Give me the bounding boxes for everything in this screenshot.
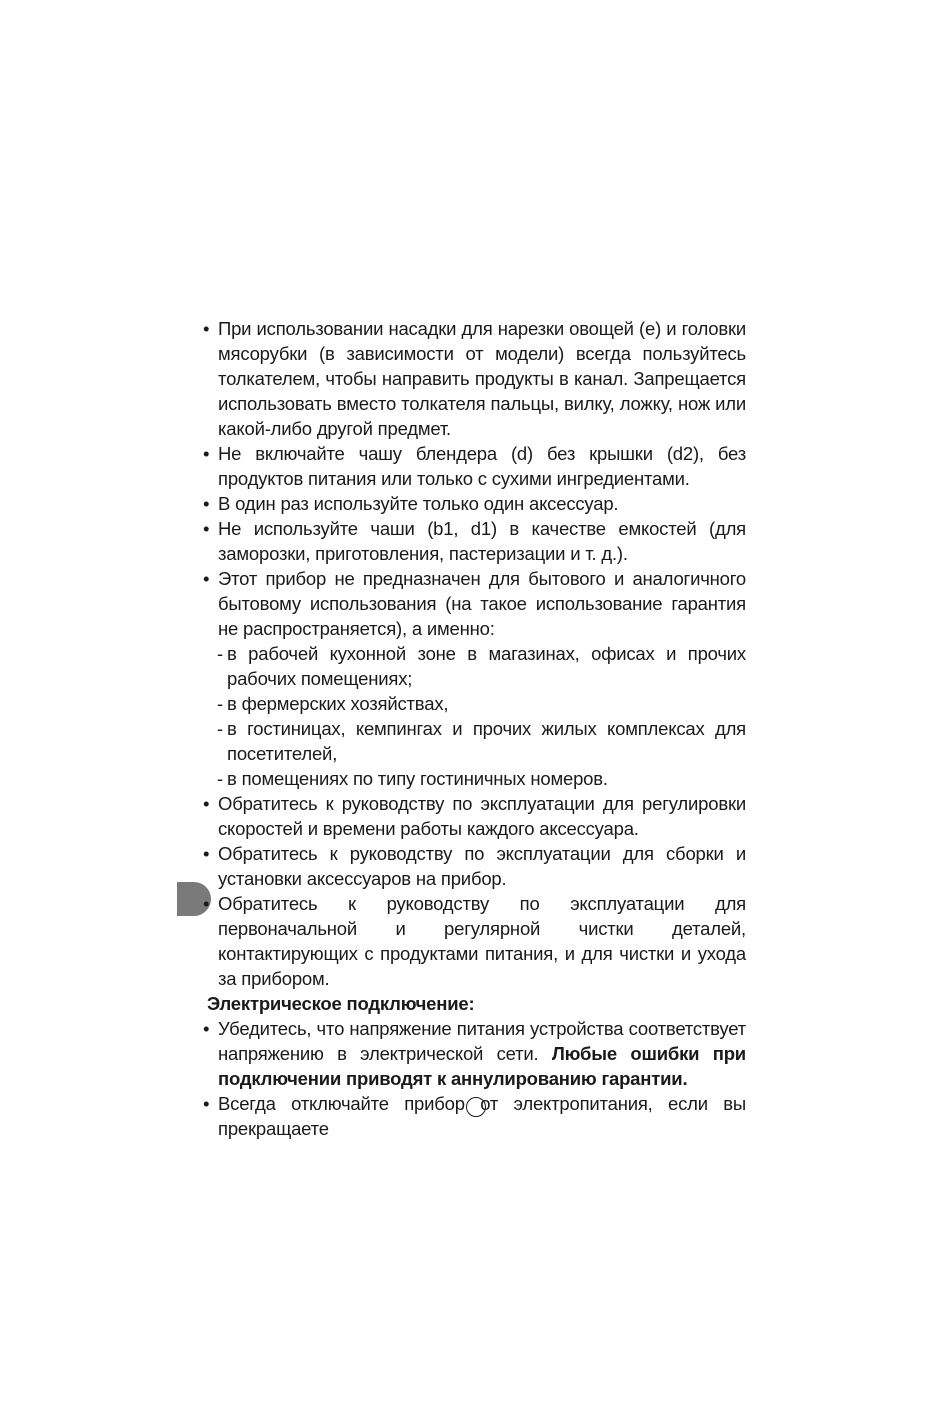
paragraph-household-use [203, 566, 746, 641]
bullet: • [203, 568, 210, 589]
paragraph-text: При использовании насадки для нарезки овощей (e) и головки мясорубки (в зависимости от модели) всегда пользуйтесь толкателем, чтобы направить продукты в канал. Запрещается использовать вместо толкателя пальцы, вилку, ложку, нож или какой-либо другой предмет. [218, 318, 746, 439]
dash: - [217, 718, 223, 739]
paragraph-text: Убедитесь, что напряжение питания устройства соответствует напряжению в электрической сети. [218, 1018, 746, 1064]
sub-item-text: в помещениях по типу гостиничных номеров. [227, 768, 608, 789]
bullet: • [203, 893, 210, 914]
paragraph-blender-lid [203, 441, 746, 491]
sub-item-farms [203, 691, 746, 716]
paragraph-text: Не включайте чашу блендера (d) без крышки (d2), без продуктов питания или только с сухими ингредиентами. [218, 443, 746, 489]
sub-item-text: в фермерских хозяйствах, [227, 693, 449, 714]
paragraph-one-accessory [203, 491, 746, 516]
paragraph-text: Обратитесь к руководству по эксплуатации для первоначальной и регулярной чистки деталей, контактирующих с продуктами питания, и для чистки и ухода за прибором. [218, 893, 746, 989]
bullet: • [203, 493, 210, 514]
paragraph-text: Не используйте чаши (b1, d1) в качестве емкостей (для заморозки, приготовления, пастеризации и т. д.). [218, 518, 746, 564]
dash: - [217, 643, 223, 664]
paragraph-text: Обратитесь к руководству по эксплуатации для регулировки скоростей и времени работы каждого аксессуара. [218, 793, 746, 839]
paragraph-voltage [203, 1016, 746, 1091]
bullet: • [203, 1018, 210, 1039]
dash: - [217, 768, 223, 789]
dash: - [217, 693, 223, 714]
bullet: • [203, 318, 210, 339]
section-heading: Электрическое подключение: [207, 993, 475, 1014]
paragraph-cleaning [203, 891, 746, 991]
paragraph-text: Этот прибор не предназначен для бытового и аналогичного бытовому использования (на такое использование гарантия не распространяется), а именно: [218, 568, 746, 639]
sub-item-kitchen [203, 641, 746, 691]
paragraph-bowls [203, 516, 746, 566]
paragraph-pusher [203, 316, 746, 441]
sub-item-text: в гостиницах, кемпингах и прочих жилых комплексах для посетителей, [227, 718, 746, 764]
page-number-circle [466, 1097, 486, 1117]
sub-item-guest-rooms [203, 766, 746, 791]
bullet: • [203, 793, 210, 814]
paragraph-text: В один раз используйте только один аксессуар. [218, 493, 619, 514]
paragraph-text: Обратитесь к руководству по эксплуатации для сборки и установки аксессуаров на прибор. [218, 843, 746, 889]
paragraph-speeds [203, 791, 746, 841]
paragraph-text: Всегда отключайте прибор от электропитания, если вы прекращаете [218, 1093, 746, 1139]
bullet: • [203, 443, 210, 464]
sub-item-hotels [203, 716, 746, 766]
bullet: • [203, 843, 210, 864]
warranty-warning: Любые ошибки при подключении приводят к аннулированию гарантии. [218, 1043, 746, 1089]
bullet: • [203, 518, 210, 539]
sub-item-text: в рабочей кухонной зоне в магазинах, офисах и прочих рабочих помещениях; [227, 643, 746, 689]
paragraph-assembly [203, 841, 746, 891]
bullet: • [203, 1093, 210, 1114]
instructions-text [203, 316, 746, 1141]
